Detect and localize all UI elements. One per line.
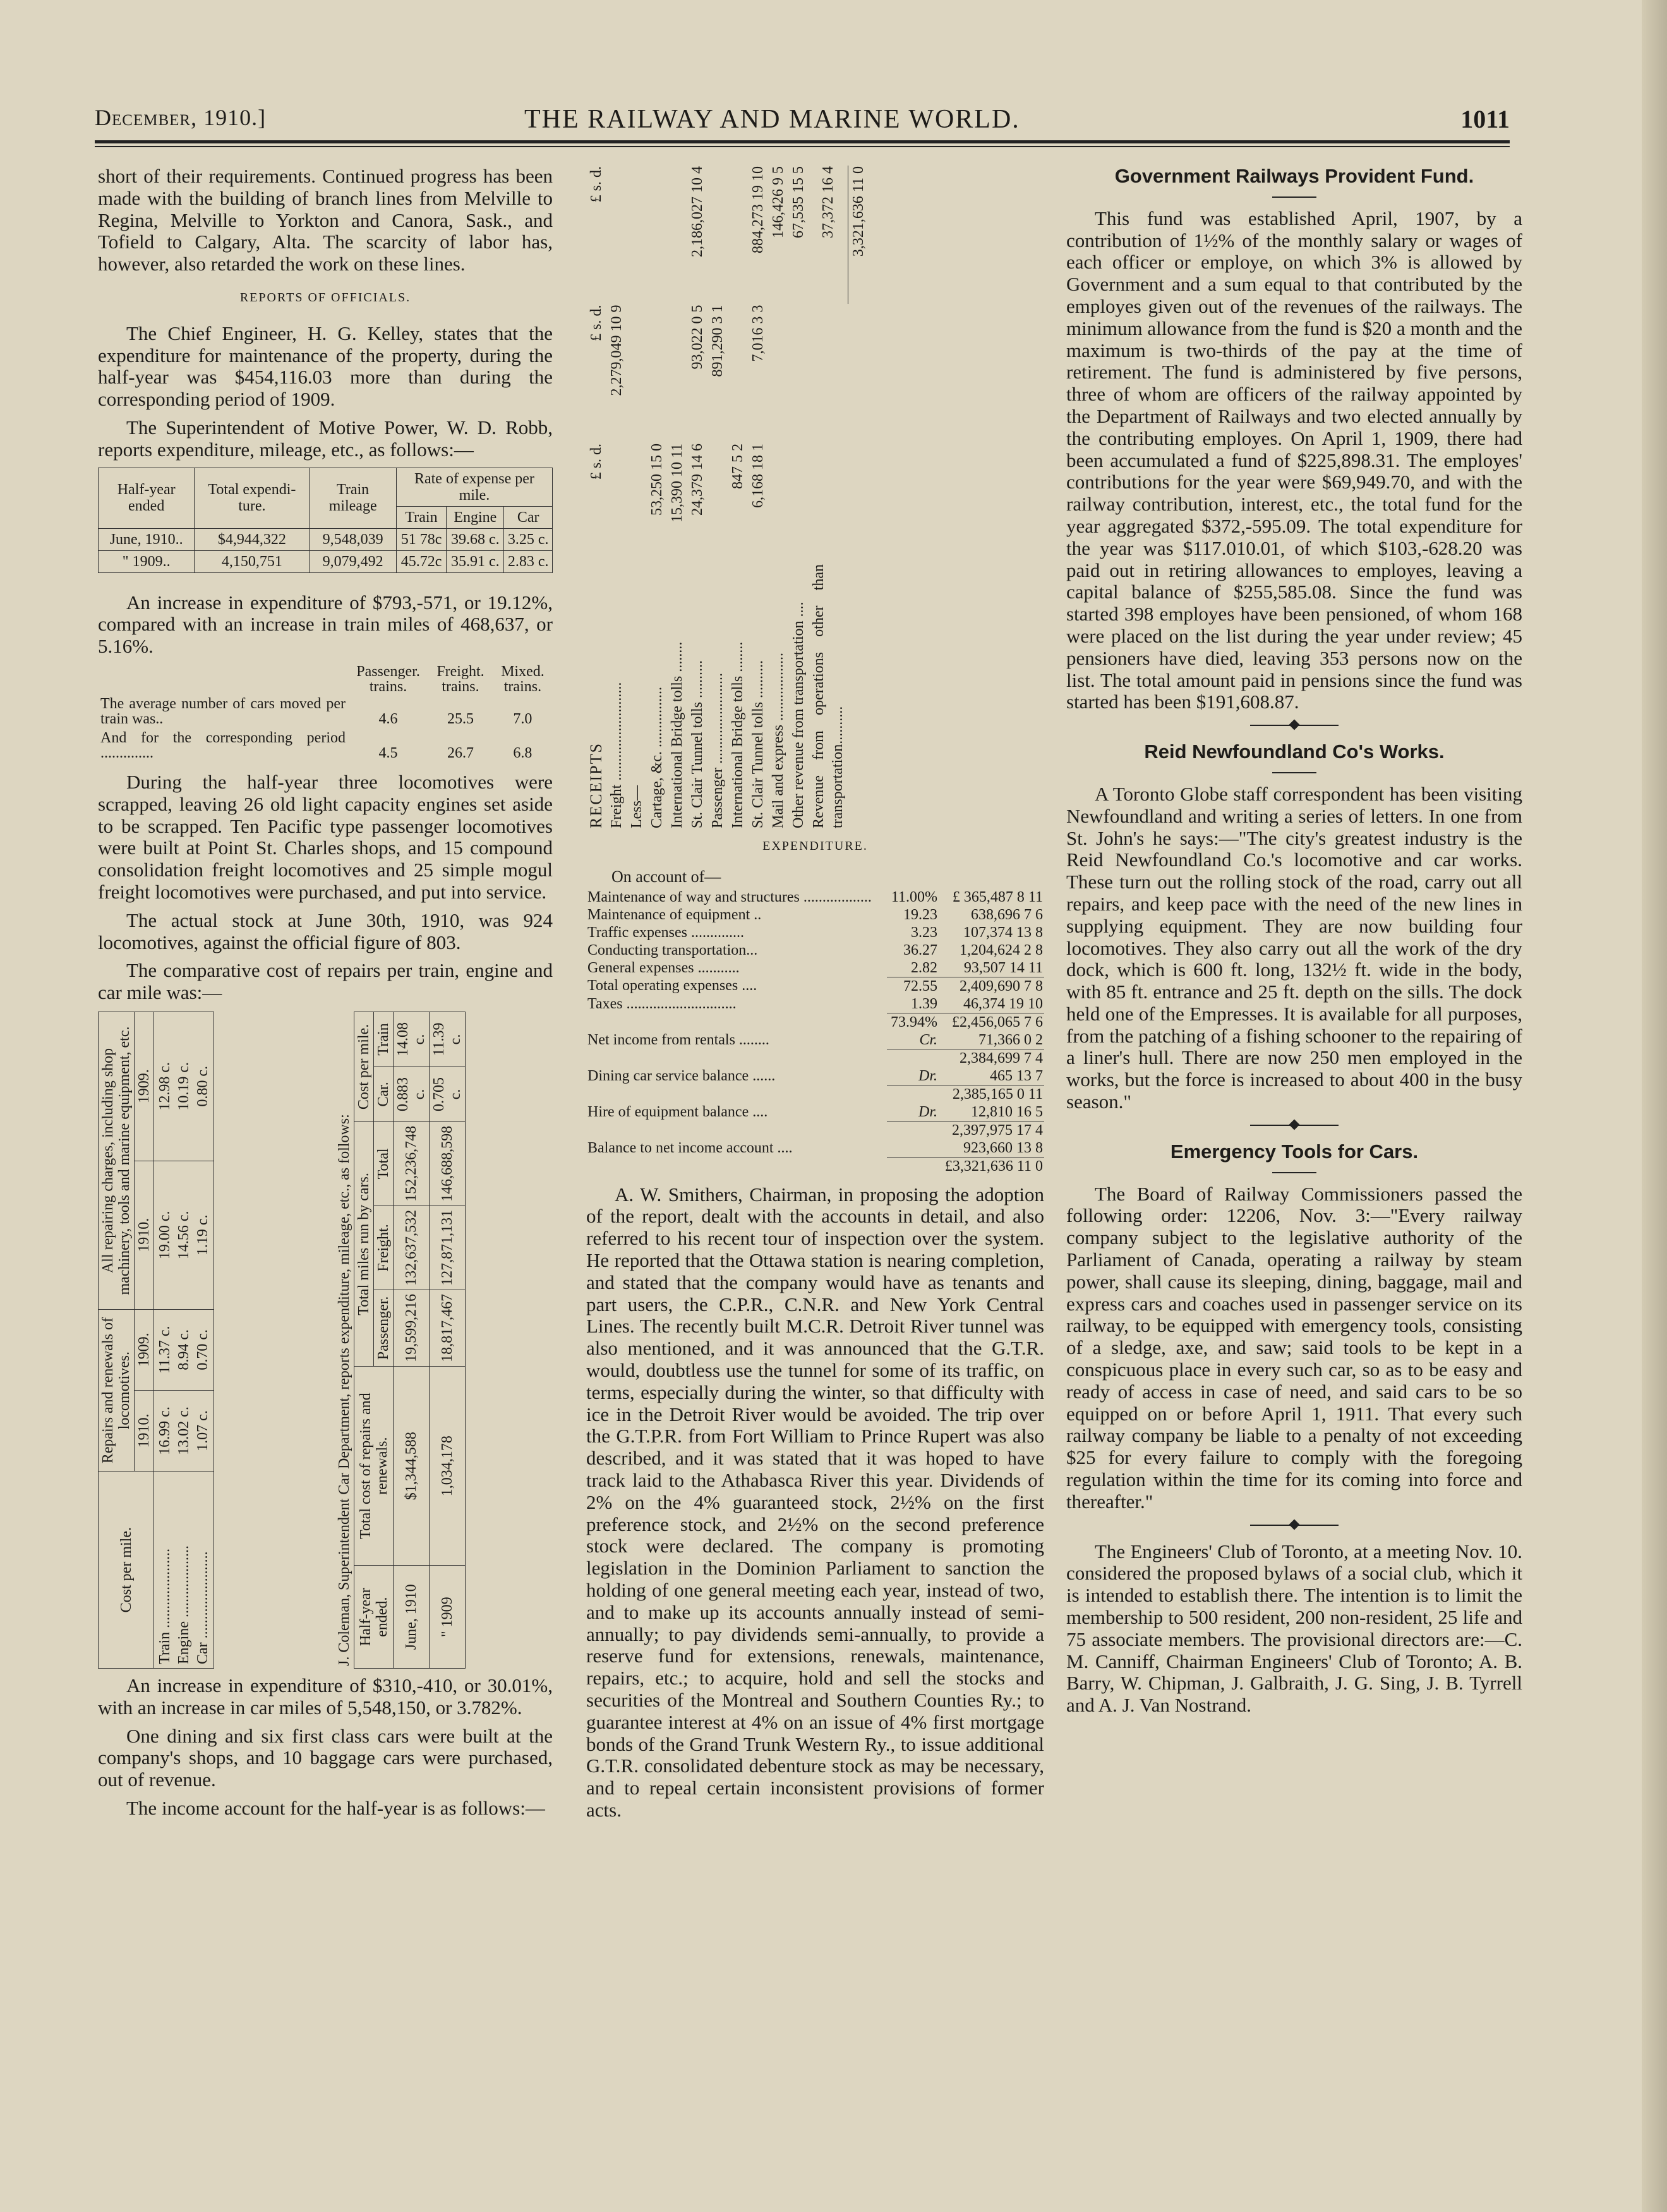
expenditure-label: Hire of equipment balance .... bbox=[587, 1103, 768, 1120]
row-labels bbox=[154, 1472, 214, 1669]
car-department-table bbox=[354, 1012, 466, 1669]
value: 11.37 c. bbox=[157, 1326, 173, 1374]
expenditure-intro: On account of— bbox=[611, 867, 721, 886]
table-row bbox=[748, 166, 768, 829]
table-row bbox=[788, 166, 809, 829]
expenditure-label bbox=[586, 1121, 887, 1139]
row-label: International Bridge tolls ........ bbox=[669, 641, 685, 828]
row-label: Less— bbox=[629, 785, 645, 828]
th-year: 1910. bbox=[135, 1161, 154, 1309]
table-row bbox=[809, 166, 848, 829]
cell: 6.8 bbox=[513, 744, 533, 761]
expenditure-label: Conducting transportation... bbox=[587, 941, 758, 958]
table-row bbox=[768, 166, 788, 829]
cell: June, 1910.. bbox=[99, 528, 195, 550]
table-row bbox=[586, 1085, 1044, 1103]
table-row bbox=[99, 550, 553, 572]
car-department-intro: J. Coleman, Superintendent Car Department, reports expenditure, mileage, etc., as follows: bbox=[336, 1114, 352, 1666]
table-row bbox=[586, 888, 1044, 906]
cell: 4.5 bbox=[378, 744, 398, 761]
cell: 15,390 10 11 bbox=[669, 443, 685, 523]
cell: 9,548,039 bbox=[310, 528, 396, 550]
cell: 847 5 2 bbox=[730, 443, 746, 489]
expenditure-pct: Dr. bbox=[887, 1067, 939, 1085]
cell: 18,817,467 bbox=[430, 1290, 466, 1366]
table-row bbox=[586, 1103, 1044, 1121]
row-label: Revenue from operations other than transportation.......... bbox=[810, 564, 846, 828]
table-row bbox=[154, 1012, 214, 1668]
heading-provident-fund: Government Railways Provident Fund. bbox=[1114, 165, 1474, 187]
paragraph-chairman: A. W. Smithers, Chairman, in proposing the adoption of the report, dealt with the accounts in detail, and also referred to his recent tour of inspection over the system. He reported that the Ottawa station is nearing completion, and stated that the company would have as tenants and part users, the C.P.R., C.N.R. and New York Central Lines. The recently built M.C.R. Detroit River tunnel was also mentioned, and it was announced that the G.T.R. would, doubtless use the tunnel for some of its traffic, on terms, especially during the winter, so that difficulty with ice in the Detroit River would be avoided. The trip over the G.T.P.R. from Fort William to Prince Rupert was also described, and it was stated that it was hoped to have track laid to the Athabasca River this year. Dividends of 2% on the 4% guaranteed stock, 2½% on the first preference stock, and 2½% on the second preference stock were declared. The company is promoting legislation in the Dominion Parliament to sanction the holding of one general meeting each year, instead of two, and to make up its accounts annually instead of semi-annually; to pay dividends semi-annually, to provide a reserve fund for extensions, renewals, maintenance, repairs, etc.; to acquire, hold and sell the stocks and securities of the Montreal and Southern Counties Ry.; to guarantee interest at 4% on an issue of 4% first mortgage bonds of the Grand Trunk Western Ry., to issue additional G.T.R. consolidated debenture stock as may be necessary, and to repeal certain inconsistent provisions of former acts. bbox=[586, 1183, 1044, 1821]
average-cars-table bbox=[98, 664, 553, 763]
cell: 146,688,598 bbox=[430, 1121, 466, 1206]
expenditure-label: Balance to net income account .... bbox=[587, 1139, 793, 1156]
divider bbox=[1272, 1172, 1316, 1173]
th-train: Train bbox=[396, 506, 446, 528]
divider bbox=[1272, 772, 1316, 773]
expenditure-amt: £2,456,065 7 6 bbox=[952, 1013, 1043, 1030]
th-cost-per-mile: Cost per mile. bbox=[354, 1012, 374, 1121]
th-year: 1909. bbox=[135, 1309, 154, 1390]
expenditure-amt: 46,374 19 10 bbox=[939, 995, 1044, 1013]
th-passenger: Passenger. bbox=[374, 1290, 394, 1366]
table-row bbox=[394, 1012, 430, 1668]
cell: 51 78c bbox=[396, 528, 446, 550]
expenditure-label bbox=[586, 1157, 887, 1175]
expenditure-amt: 71,366 0 2 bbox=[939, 1031, 1044, 1049]
row-label: Freight .......................... bbox=[608, 682, 625, 828]
expenditure-amt: 638,696 7 6 bbox=[971, 906, 1043, 923]
cell: 1,034,178 bbox=[430, 1366, 466, 1566]
cell: 0.883 c. bbox=[394, 1067, 430, 1121]
row-label: Cartage, &c. ................ bbox=[649, 687, 665, 828]
expenditure-amt: 2,384,699 7 4 bbox=[960, 1049, 1043, 1067]
table-row bbox=[586, 1139, 1044, 1157]
cell: 37,372 16 4 bbox=[819, 166, 836, 238]
cell: $1,344,588 bbox=[394, 1366, 430, 1566]
cell: " 1909 bbox=[430, 1566, 466, 1669]
cell: 2,186,027 10 4 bbox=[689, 166, 706, 257]
row-label: Other revenue from transportation .... bbox=[790, 601, 807, 828]
th-freight-trains: Freight. trains. bbox=[436, 663, 484, 695]
expenditure-label: Taxes ............................. bbox=[587, 995, 737, 1012]
column-middle bbox=[586, 166, 1044, 1828]
section-divider bbox=[1250, 1125, 1339, 1126]
cell: 39.68 c. bbox=[447, 528, 504, 550]
column-right bbox=[1066, 166, 1522, 1723]
cell: 891,290 3 1 bbox=[709, 305, 726, 377]
expenditure-label bbox=[586, 1013, 887, 1031]
table-row bbox=[98, 694, 553, 728]
cell: 9,079,492 bbox=[310, 550, 396, 572]
expenditure-label: Net income from rentals ........ bbox=[587, 1031, 769, 1048]
table-row bbox=[667, 166, 687, 829]
cell bbox=[154, 1309, 214, 1390]
cell bbox=[154, 1161, 214, 1309]
th-total: Total bbox=[374, 1121, 394, 1206]
th-total-expenditure: Total expendi-ture. bbox=[195, 468, 310, 528]
th-cost-per-mile: Cost per mile. bbox=[99, 1472, 154, 1669]
table-row bbox=[98, 728, 553, 763]
table-row bbox=[586, 1121, 1044, 1139]
expenditure-amt: 1,204,624 2 8 bbox=[960, 941, 1043, 958]
paragraph-chief-engineer: The Chief Engineer, H. G. Kelley, states that the expenditure for maintenance of the property, during the half-year was $454,116.03 more than during the corresponding period of 1909. bbox=[98, 322, 553, 411]
column-left bbox=[98, 166, 553, 1826]
divider bbox=[1272, 196, 1316, 198]
expenditure-pct bbox=[887, 1121, 939, 1139]
th-car: Car. bbox=[374, 1067, 394, 1121]
section-divider bbox=[1250, 725, 1339, 726]
cell: 67,535 15 5 bbox=[790, 166, 807, 238]
value: 1.19 c. bbox=[195, 1214, 211, 1256]
cell: " 1909.. bbox=[99, 550, 195, 572]
expenditure-pct: Cr. bbox=[887, 1031, 939, 1049]
expenditure-pct: 3.23 bbox=[911, 924, 938, 941]
reports-heading: REPORTS OF OFFICIALS. bbox=[239, 290, 411, 305]
paragraph-reid-works: A Toronto Globe staff correspondent has been visiting Newfoundland and writing a series of letters. In one from St. John's he says:—"The city's greatest industry is the Reid Newfoundland Co.'s locomotive and car works. These turn out the rolling stock of the road, carry out all repairs, and keep pace with the need of the new lines in supplying equipment. They are now building four locomotives. They also carry out all the work of the dry dock, which is 600 ft. long, 132½ ft. wide in the body, with 85 ft. entrance and 25 ft. depth on the sills. The dock held one of the Empresses. It is available for all purposes, from the patching of a fishing schooner to the repairing of a liner's hull. There are now 250 men employed in the works, but the force is increased to about 400 in the busy season." bbox=[1066, 782, 1522, 1113]
heading-emergency-tools: Emergency Tools for Cars. bbox=[1170, 1140, 1419, 1163]
th-engine: Engine bbox=[447, 506, 504, 528]
expenditure-amt: 2,385,165 0 11 bbox=[952, 1085, 1043, 1103]
paragraph-actual-stock: The actual stock at June 30th, 1910, was 924 locomotives, against the official figure of 803. bbox=[98, 909, 553, 953]
section-divider bbox=[1250, 1525, 1339, 1526]
table-row bbox=[586, 977, 1044, 995]
th-loco-repairs: Repairs and renewals of locomotives. bbox=[99, 1309, 135, 1471]
paragraph-engineers-club: The Engineers' Club of Toronto, at a meeting Nov. 10. considered the proposed bylaws of a social club, which it is intended to establish there. The intention is to limit the membership to 500 resident, 200 non-resident, 25 life and 75 associate members. The provisional directors are:—C. M. Canniff, Chairman Engineers' Club of Toronto; A. B. Barry, W. Chipman, J. Galbraith, J. G. Sing, J. B. Tyrrell and A. J. Van Nostrand. bbox=[1066, 1540, 1522, 1717]
table-row bbox=[586, 1031, 1044, 1049]
expenditure-pct bbox=[887, 1139, 939, 1157]
expenditure-pct: 73.94% bbox=[891, 1013, 938, 1030]
expenditure-amt: 93,507 14 11 bbox=[939, 959, 1044, 977]
label-train: Train ..................... bbox=[157, 1548, 173, 1664]
th-year: 1909. bbox=[135, 1012, 154, 1161]
label-engine: Engine ................... bbox=[176, 1545, 192, 1664]
th-train-mileage: Train mileage bbox=[310, 468, 396, 528]
cell: 884,273 19 10 bbox=[750, 166, 766, 253]
page-edge-shadow bbox=[1642, 0, 1667, 2212]
value: 1.07 c. bbox=[195, 1410, 211, 1451]
table-row bbox=[606, 166, 627, 829]
value: 10.19 c. bbox=[176, 1061, 192, 1111]
expenditure-amt: 107,374 13 8 bbox=[963, 924, 1043, 941]
row-label: St. Clair Tunnel tolls .......... bbox=[750, 660, 766, 828]
expenditure-pct: 11.00% bbox=[891, 888, 938, 905]
value: 14.56 c. bbox=[176, 1211, 192, 1260]
header-date: December, 1910.] bbox=[95, 105, 267, 130]
header-rule-thin bbox=[95, 146, 1510, 147]
expenditure-amt: 465 13 7 bbox=[939, 1067, 1044, 1085]
th-year: 1910. bbox=[135, 1390, 154, 1472]
expenditure-label: Maintenance of way and structures .................. bbox=[587, 888, 872, 905]
car-table-wrap bbox=[335, 1012, 553, 1669]
table-row bbox=[586, 1013, 1044, 1031]
expenditure-heading: EXPENDITURE. bbox=[762, 839, 868, 853]
table-row bbox=[99, 528, 553, 550]
motive-power-table bbox=[98, 468, 553, 573]
cell: 93,022 0 5 bbox=[689, 305, 706, 370]
value: 8.94 c. bbox=[176, 1329, 192, 1370]
expenditure-amt: 12,810 16 5 bbox=[939, 1103, 1044, 1121]
cell: 132,637,532 bbox=[394, 1206, 430, 1290]
th-car: Car bbox=[504, 506, 553, 528]
cell: 7.0 bbox=[513, 710, 533, 727]
repairs-table bbox=[98, 1012, 214, 1669]
running-header bbox=[95, 104, 1510, 142]
paragraph-emergency-order: The Board of Railway Commissioners passed the following order: 12206, Nov. 3:—"Every railway company subject to the legislative authority of the Parliament of Canada, operating a railway by steam power, shall cause its sleeping, dining, baggage, mail and express cars and coaches used in passenger service on its railway, to be equipped with emergency tools, consisting of a sledge, axe, and saw; said tools to be kept in a conspicuous place in every such car, so as to be easy and ready of access in case of need, and said cars to be so equipped on or before April 1, 1911. That every such railway company be liable to a penalty of not exceeding $25 for every failure to comply with the foregoing regulation within the time for its coming into force and thereafter." bbox=[1066, 1182, 1522, 1513]
col-header: £ s. d. bbox=[588, 305, 605, 341]
th-rate-expense: Rate of expense per mile. bbox=[396, 468, 552, 506]
col-header: £ s. d. bbox=[588, 166, 605, 203]
row-label: Passenger ........................ bbox=[709, 673, 726, 828]
paragraph-provident-fund: This fund was established April, 1907, by a contribution of 1½% of the monthly salary or wages of each officer or employe, on which 3% is allowed by Government and a sum equal to that contributed by the employes given out of the revenues of the railways. The minimum allowance from the fund is $20 a month and the maximum is two-thirds of the pay at the time of retirement. The fund is administered by five persons, three of whom are officers of the railway appointed by the Department of Railways and two elected annually by the contributing employes. On April 1, 1909, there had been accumulated a fund of $225,898.31. The employes' contributions for the year were $69,949.70, and with the railway contribution, interest, etc., the total fund for the year aggregated $372,-595.09. The total expenditure for the year was $117.010.01, of which $103,-628.20 was paid out in retiring allowances to employes, leaving a capital balance of $255,585.08. Since the fund was started 398 employes have been pensioned, of whom 168 were placed on the list during the year under review; 45 pensioners have died, leaving 353 persons now on the list. The total amount paid in pensions since the fund was started has been $191,608.87. bbox=[1066, 207, 1522, 713]
table-row bbox=[586, 1049, 1044, 1067]
expenditure-pct bbox=[887, 1085, 939, 1103]
th-passenger-trains: Passenger. trains. bbox=[356, 663, 420, 695]
cell: 45.72c bbox=[396, 550, 446, 572]
table-row bbox=[586, 1157, 1044, 1175]
paragraph-increase-expenditure: An increase in expenditure of $793,-571, or 19.12%, compared with an increase in train miles of 468,637, or 5.16%. bbox=[98, 591, 553, 658]
paragraph-dining-cars: One dining and six first class cars were built at the company's shops, and 10 baggage cars were purchased, out of revenue. bbox=[98, 1724, 553, 1791]
cell: 2.83 c. bbox=[504, 550, 553, 572]
receipts-title: RECEIPTS bbox=[587, 742, 605, 828]
cell: 26.7 bbox=[447, 744, 474, 761]
heading-reid-newfoundland: Reid Newfoundland Co's Works. bbox=[1144, 740, 1445, 763]
table-row bbox=[586, 906, 1044, 924]
th-freight: Freight. bbox=[374, 1206, 394, 1290]
expenditure-pct: Dr. bbox=[887, 1103, 939, 1121]
expenditure-pct: 1.39 bbox=[887, 995, 939, 1013]
receipts-table-wrap bbox=[586, 166, 1044, 829]
expenditure-pct: 19.23 bbox=[903, 906, 938, 923]
value: 19.00 c. bbox=[157, 1211, 173, 1260]
table-row bbox=[707, 166, 728, 829]
cell: $4,944,322 bbox=[195, 528, 310, 550]
cell: 0.705 c. bbox=[430, 1067, 466, 1121]
table-row bbox=[647, 166, 667, 829]
cell: 6,168 18 1 bbox=[750, 443, 766, 508]
cell: 25.5 bbox=[447, 710, 474, 727]
row-label: St. Clair Tunnel tolls .......... bbox=[689, 660, 706, 828]
table-row bbox=[586, 1067, 1044, 1085]
paragraph-income-account: The income account for the half-year is as follows:— bbox=[126, 1796, 545, 1819]
cell: June, 1910 bbox=[394, 1566, 430, 1669]
cell: 146,426 9 5 bbox=[770, 166, 786, 238]
cell: 152,236,748 bbox=[394, 1121, 430, 1206]
th-mixed-trains: Mixed. trains. bbox=[501, 663, 545, 695]
cell: 3.25 c. bbox=[504, 528, 553, 550]
cell: 7,016 3 3 bbox=[750, 305, 766, 362]
cell: 127,871,131 bbox=[430, 1206, 466, 1290]
row-label: The average number of cars moved per train was.. bbox=[100, 695, 346, 727]
rotated-tables-region bbox=[98, 1012, 553, 1669]
expenditure-pct: 72.55 bbox=[903, 977, 938, 994]
paragraph-locomotives: During the half-year three locomotives were scrapped, leaving 26 old light capacity engines set aside to be scrapped. Ten Pacific type passenger locomotives were built at Point St. Charles shops, and 15 compound consolidation freight locomotives and 25 simple mogul freight locomotives were purchased, and put into service. bbox=[98, 770, 553, 903]
table-row bbox=[430, 1012, 466, 1668]
th-total-cost: Total cost of repairs and renewals. bbox=[354, 1366, 394, 1566]
paragraph-comparative-cost: The comparative cost of repairs per train, engine and car mile was:— bbox=[98, 959, 553, 1004]
header-rule bbox=[95, 140, 1510, 143]
expenditure-label bbox=[586, 1049, 887, 1067]
table-row bbox=[687, 166, 707, 829]
value: 0.70 c. bbox=[195, 1329, 211, 1370]
header-page-number: 1011 bbox=[1460, 105, 1510, 133]
value: 0.80 c. bbox=[195, 1065, 211, 1107]
expenditure-label: Total operating expenses .... bbox=[587, 977, 757, 994]
cell bbox=[154, 1012, 214, 1161]
expenditure-amt: £ 365,487 8 11 bbox=[952, 888, 1043, 905]
value: 13.02 c. bbox=[176, 1406, 192, 1455]
value: 12.98 c. bbox=[157, 1061, 173, 1111]
expenditure-amt: 2,409,690 7 8 bbox=[960, 977, 1043, 994]
cell: 2,279,049 10 9 bbox=[608, 305, 625, 396]
header-journal-title: THE RAILWAY AND MARINE WORLD. bbox=[524, 105, 1020, 134]
paragraph-branch-lines: short of their requirements. Continued progress has been made with the building of branch lines from Melville to Regina, Melville to Yorkton and Canora, Sask., and Tofield to Calgary, Alta. The scarcity of labor has, however, also retarded the work on these lines. bbox=[98, 165, 553, 275]
receipts-table bbox=[586, 166, 869, 829]
th-all-repairs: All repairing charges, including shop machinery, tools and marine equipment, etc. bbox=[99, 1012, 135, 1309]
cell: 11.39 c. bbox=[430, 1012, 466, 1067]
table-row bbox=[586, 959, 1044, 977]
th-half-year: Half-year ended. bbox=[354, 1566, 394, 1669]
table-row bbox=[848, 166, 869, 829]
table-row bbox=[728, 166, 748, 829]
row-label: And for the corresponding period .............. bbox=[100, 729, 346, 761]
cell: 24,379 14 6 bbox=[689, 443, 706, 516]
expenditure-label bbox=[586, 1085, 887, 1103]
expenditure-pct: 36.27 bbox=[903, 941, 938, 958]
cell: 53,250 15 0 bbox=[649, 443, 665, 516]
expenditure-amt: £3,321,636 11 0 bbox=[944, 1157, 1043, 1175]
cell: 35.91 c. bbox=[447, 550, 504, 572]
row-label: Mail and express .................. bbox=[770, 653, 786, 828]
th-train: Train bbox=[374, 1012, 394, 1067]
repairs-table-wrap bbox=[98, 1012, 332, 1669]
th-half-year: Half-year ended bbox=[99, 468, 195, 528]
expenditure-pct: 2.82 bbox=[887, 959, 939, 977]
paragraph-motive-power: The Superintendent of Motive Power, W. D. Robb, reports expenditure, mileage, etc., as follows:— bbox=[98, 416, 553, 461]
cell-total: 3,321,636 11 0 bbox=[848, 166, 869, 304]
expenditure-table bbox=[586, 888, 1044, 1175]
expenditure-label: General expenses ........... bbox=[587, 959, 740, 976]
cell: 14.08 c. bbox=[394, 1012, 430, 1067]
cell: 19,599,216 bbox=[394, 1290, 430, 1366]
cell bbox=[154, 1390, 214, 1472]
value: 16.99 c. bbox=[157, 1406, 173, 1455]
expenditure-pct bbox=[887, 1049, 939, 1067]
col-header: £ s. d. bbox=[588, 443, 605, 480]
expenditure-pct bbox=[887, 1157, 939, 1175]
paragraph-car-increase: An increase in expenditure of $310,-410, or 30.01%, with an increase in car miles of 5,548,150, or 3.782%. bbox=[98, 1674, 553, 1719]
table-row bbox=[586, 941, 1044, 959]
cell: 4,150,751 bbox=[195, 550, 310, 572]
expenditure-amt: 923,660 13 8 bbox=[939, 1139, 1044, 1157]
th-total-miles: Total miles run by cars. bbox=[354, 1121, 374, 1366]
expenditure-label: Dining car service balance ...... bbox=[587, 1067, 776, 1084]
table-row bbox=[586, 924, 1044, 941]
table-row bbox=[586, 995, 1044, 1013]
row-label: International Bridge tolls ........ bbox=[730, 641, 746, 828]
label-car: Car ....................... bbox=[195, 1551, 211, 1664]
expenditure-label: Maintenance of equipment .. bbox=[587, 906, 762, 923]
cell: 4.6 bbox=[378, 710, 398, 727]
expenditure-amt: 2,397,975 17 4 bbox=[952, 1121, 1043, 1139]
expenditure-label: Traffic expenses .............. bbox=[587, 924, 744, 941]
